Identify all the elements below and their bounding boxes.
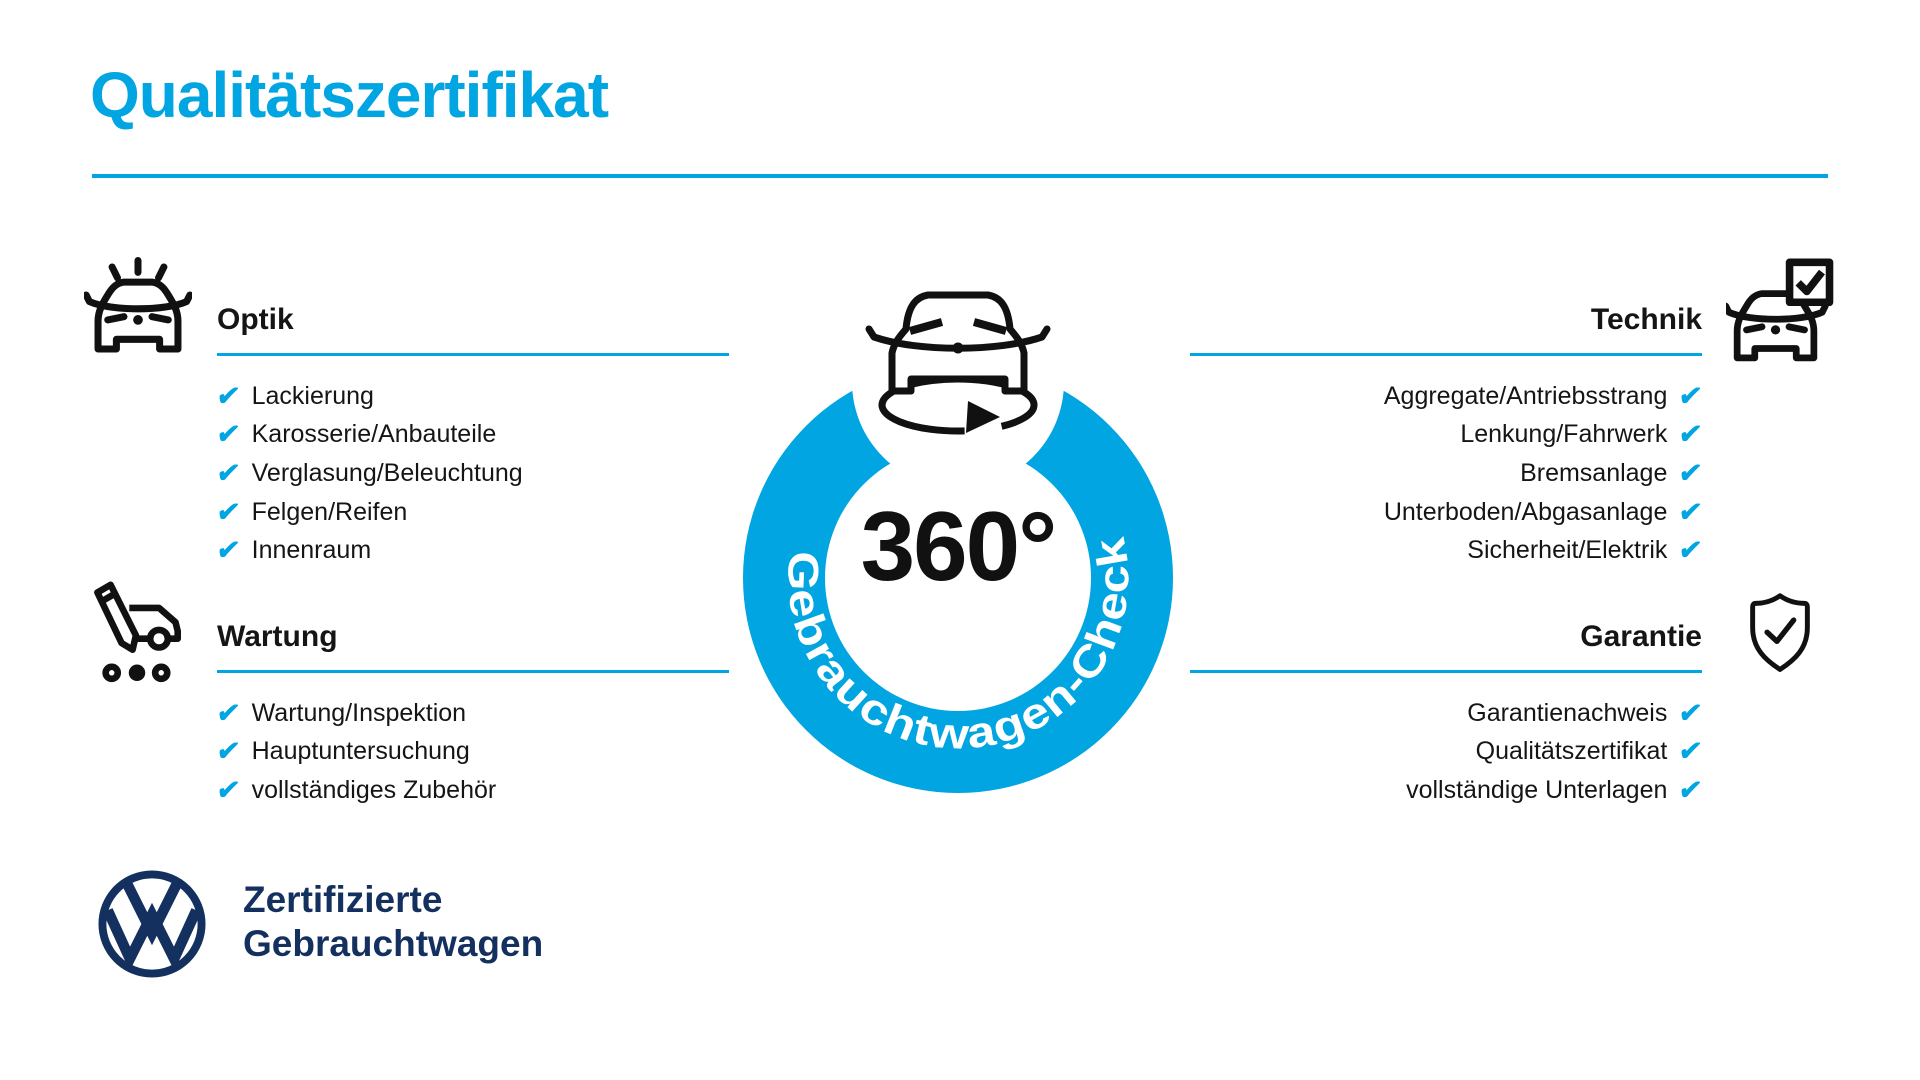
- car-shine-icon: [84, 254, 192, 362]
- check-item-label: Unterboden/Abgasanlage: [1383, 497, 1668, 526]
- badge-degrees: 360°: [860, 491, 1056, 601]
- check-item: [214, 771, 729, 810]
- check-item: [214, 531, 729, 570]
- check-icon: ✔: [1677, 419, 1705, 450]
- vw-logo: [94, 866, 210, 982]
- optik-checklist: [214, 377, 729, 570]
- check-item: [214, 733, 729, 772]
- garantie-checklist: [1190, 694, 1705, 810]
- brand-claim: [243, 878, 543, 966]
- section-divider: [217, 353, 729, 356]
- check-icon: ✔: [1677, 774, 1705, 805]
- car-checkbox-icon: [1726, 258, 1838, 366]
- check-item: [214, 454, 729, 493]
- section-divider: [1190, 670, 1702, 673]
- check-icon: ✔: [214, 697, 242, 728]
- check-icon: ✔: [1677, 457, 1705, 488]
- check-icon: ✔: [1677, 697, 1705, 728]
- check-item: [214, 694, 729, 733]
- check-icon: ✔: [1677, 736, 1705, 767]
- check-item-label: Qualitätszertifikat: [1475, 737, 1668, 766]
- section-garantie: [1190, 619, 1705, 810]
- page-title: Qualitätszertifikat: [90, 59, 609, 131]
- check-icon: ✔: [1677, 535, 1705, 566]
- section-divider: [1190, 353, 1702, 356]
- section-wartung: [214, 619, 729, 810]
- check-item-label: Verglasung/Beleuchtung: [251, 458, 523, 487]
- check-item: [1190, 531, 1705, 570]
- check-item-label: Sicherheit/Elektrik: [1467, 536, 1668, 565]
- check-item-label: Lackierung: [251, 381, 374, 410]
- check-item-label: Karosserie/Anbauteile: [251, 420, 497, 449]
- check-item-label: Aggregate/Antriebsstrang: [1383, 381, 1668, 410]
- check-item-label: vollständiges Zubehör: [251, 775, 497, 804]
- check-item-label: Innenraum: [251, 536, 372, 565]
- check-item: [214, 493, 729, 532]
- title-divider: [92, 174, 1828, 178]
- check-item: [1190, 454, 1705, 493]
- section-optik-title: Optik: [217, 303, 294, 336]
- 360-check-badge: [718, 285, 1198, 800]
- check-icon: ✔: [214, 380, 242, 411]
- check-item: [1190, 377, 1705, 416]
- section-technik: [1190, 302, 1705, 570]
- check-item: [1190, 493, 1705, 532]
- section-divider: [217, 670, 729, 673]
- check-item-label: Bremsanlage: [1520, 458, 1668, 487]
- section-optik: [214, 302, 729, 570]
- check-icon: ✔: [214, 535, 242, 566]
- brand-claim-line2: Gebrauchtwagen: [243, 923, 544, 964]
- wartung-checklist: [214, 694, 729, 810]
- check-icon: ✔: [214, 736, 242, 767]
- technik-checklist: [1190, 377, 1705, 570]
- pencil-car-icon: [82, 576, 192, 686]
- check-icon: ✔: [214, 457, 242, 488]
- check-item: [1190, 733, 1705, 772]
- check-item: [1190, 694, 1705, 733]
- check-item-label: vollständige Unterlagen: [1406, 775, 1668, 804]
- check-icon: ✔: [214, 496, 242, 527]
- check-item-label: Hauptuntersuchung: [251, 737, 470, 766]
- check-item-label: Garantienachweis: [1467, 698, 1668, 727]
- check-item: [214, 416, 729, 455]
- shield-check-icon: [1742, 586, 1818, 680]
- badge-ring-label: Gebrauchtwagen-Check: [777, 537, 1139, 759]
- check-icon: ✔: [1677, 380, 1705, 411]
- check-item-label: Lenkung/Fahrwerk: [1460, 420, 1668, 449]
- section-technik-title: Technik: [1590, 303, 1702, 336]
- check-icon: ✔: [1677, 496, 1705, 527]
- check-item: [1190, 771, 1705, 810]
- check-item: [214, 377, 729, 416]
- check-item-label: Wartung/Inspektion: [251, 698, 467, 727]
- check-item-label: Felgen/Reifen: [251, 497, 408, 526]
- section-wartung-title: Wartung: [217, 620, 338, 653]
- check-icon: ✔: [214, 419, 242, 450]
- brand-claim-line1: Zertifizierte: [243, 879, 443, 920]
- section-garantie-title: Garantie: [1580, 620, 1702, 653]
- check-item: [1190, 416, 1705, 455]
- check-icon: ✔: [214, 774, 242, 805]
